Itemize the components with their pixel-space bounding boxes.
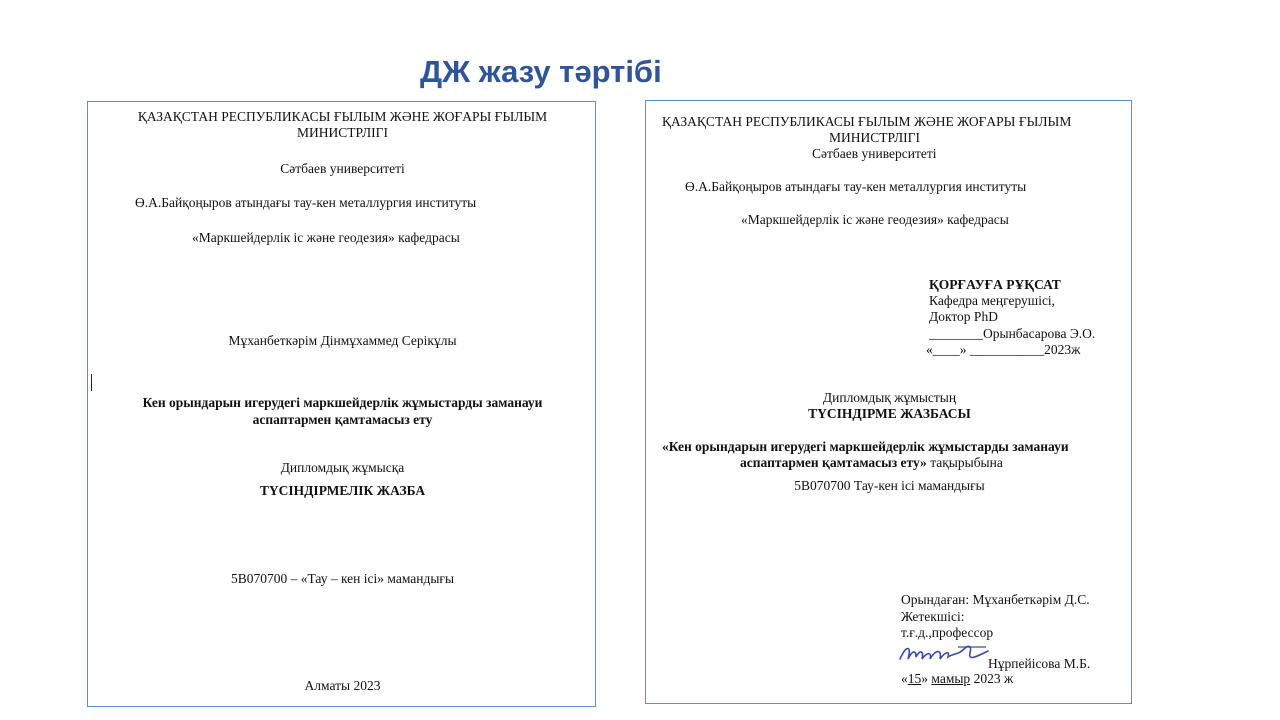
left-institute: Ө.А.Байқоңыров атындағы тау-кен металлургия институты [135,195,477,210]
date-close-quote: » [921,671,932,686]
left-ministry-line1: ҚАЗАҚСТАН РЕСПУБЛИКАСЫ ҒЫЛЫМ ЖӘНЕ ЖОҒАРЫ ҒЫЛЫМ [137,109,548,124]
right-topic-line2-rest: тақырыбына [926,455,1003,470]
left-university: Сәтбаев университеті [280,161,405,176]
right-department: «Маркшейдерлік іс және геодезия» кафедрасы [741,212,1009,227]
approval-title: ҚОРҒАУҒА РҰҚСАТ [929,277,1061,292]
approval-signature-line: ________Орынбасарова Э.О. [929,326,1096,341]
right-topic-line2-bold: аспаптармен қамтамасыз ету» [740,455,927,470]
approval-degree: Доктор PhD [929,309,998,324]
right-ministry-line1: ҚАЗАҚСТАН РЕСПУБЛИКАСЫ ҒЫЛЫМ ЖӘНЕ ЖОҒАРЫ ҒЫЛЫМ [662,114,1072,129]
date-year: 2023 ж [970,671,1014,686]
supervisor-label: Жетекшісі: [901,609,965,624]
left-work-type: Дипломдық жұмысқа [280,460,405,475]
date-month: мамыр [931,671,971,686]
right-topic-line2 [740,455,1003,471]
left-ministry-line2: МИНИСТРЛІГІ [297,125,388,140]
approval-date-line: «____» ___________2023ж [926,342,1081,357]
right-specialty: 5В070700 Тау-кен ісі мамандығы [794,478,985,493]
left-topic-line2: аспаптармен қамтамасыз ету [252,412,433,427]
right-note-title: ТҮСІНДІРМЕ ЖАЗБАСЫ [808,406,971,421]
right-institute: Ө.А.Байқоңыров атындағы тау-кен металлургия институты [685,179,1027,194]
left-student-name: Мұханбеткәрім Дінмұхаммед Серікұлы [228,333,457,348]
left-title-page [87,101,596,707]
supervisor-degree: т.ғ.д.,профессор [901,625,994,640]
left-city-year: Алматы 2023 [304,678,381,693]
performer: Орындаған: Мұханбеткәрім Д.С. [901,592,1090,607]
left-department: «Маркшейдерлік іс және геодезия» кафедрасы [192,230,460,245]
approval-role: Кафедра меңгерушісі, [929,293,1056,308]
right-topic-line1: «Кен орындарын игерудегі маркшейдерлік жұмыстарды заманауи [662,439,1069,454]
right-university: Сәтбаев университеті [812,146,937,161]
date-day: 15 [907,671,922,686]
date-open-quote: « [901,671,908,686]
slide-title: ДЖ жазу тәртібі [420,54,662,89]
signed-date [901,671,1013,687]
left-topic-line1: Кен орындарын игерудегі маркшейдерлік жұмыстарды заманауи [142,395,543,410]
right-work-type: Дипломдық жұмыстың [822,390,957,405]
handwritten-signature [898,643,990,665]
supervisor-name: Нұрпейісова М.Б. [988,656,1091,671]
left-note-title: ТҮСІНДІРМЕЛІК ЖАЗБА [259,483,426,498]
right-ministry-line2: МИНИСТРЛІГІ [829,130,920,145]
text-cursor [91,374,92,391]
left-specialty: 5В070700 – «Тау – кен ісі» мамандығы [230,571,455,586]
right-title-page [645,100,1132,704]
